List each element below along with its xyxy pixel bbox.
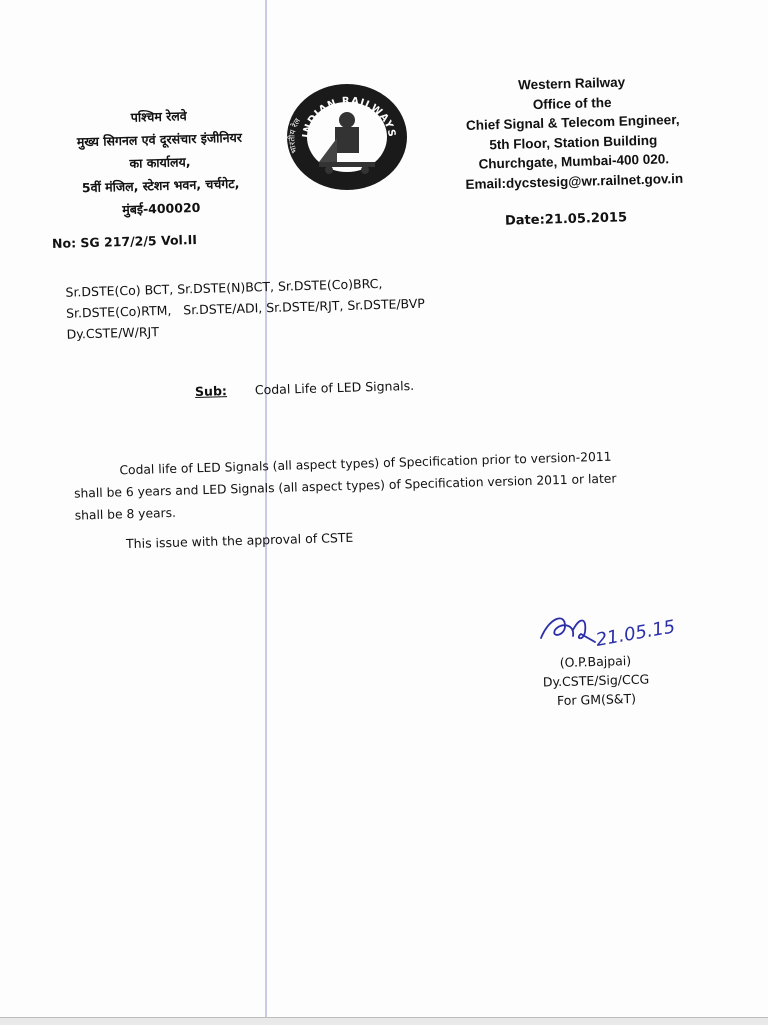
signatory-for: For GM(S&T): [556, 690, 637, 709]
body-line: Codal life of LED Signals (all aspect types) of Specification prior to version-2011: [119, 449, 612, 478]
subject-label: Sub:: [194, 383, 228, 400]
hindi-office-address: [38, 102, 281, 224]
reference-number: No: SG 217/2/5 Vol.II: [51, 231, 198, 252]
hindi-address-line: 5वीं मंजिल, स्टेशन भवन, चर्चगेट,: [81, 175, 240, 196]
english-address-line: 5th Floor, Station Building: [489, 132, 658, 152]
signature-date: 21.05.15: [594, 616, 677, 651]
hindi-address-line: मुंबई-400020: [122, 199, 201, 218]
indian-railways-emblem-icon: [285, 82, 410, 192]
subject-text: Codal Life of LED Signals.: [254, 377, 415, 398]
body-line: shall be 6 years and LED Signals (all aspect types) of Specification version 2011 or later: [73, 471, 617, 501]
english-address-line: Chief Signal & Telecom Engineer,: [465, 112, 680, 133]
signatory-name: (O.P.Bajpai): [559, 653, 632, 671]
email-address: Email:dycstesig@wr.railnet.gov.in: [465, 170, 684, 192]
signatory-designation: Dy.CSTE/Sig/CCG: [542, 671, 650, 690]
english-address-line: Western Railway: [517, 74, 626, 93]
emblem-text: INDIAN RAILWAYS: [301, 95, 398, 139]
approval-note: This issue with the approval of CSTE: [125, 529, 354, 552]
english-office-address: [446, 71, 699, 195]
letter-date: Date:21.05.2015: [504, 210, 628, 229]
addressee-line: Sr.DSTE(Co) BCT, Sr.DSTE(N)BCT, Sr.DSTE(Co)BRC,: [65, 275, 383, 300]
signatory-block: [525, 650, 667, 711]
addressee-line: Dy.CSTE/W/RJT: [66, 324, 160, 342]
body-paragraph: [73, 443, 695, 526]
hindi-address-line: का कार्यालय,: [129, 154, 191, 171]
addressee-list: [65, 268, 547, 344]
body-line: shall be 8 years.: [74, 505, 177, 523]
english-address-line: Office of the: [532, 94, 612, 112]
addressee-line: Sr.DSTE(Co)RTM, Sr.DSTE/ADI, Sr.DSTE/RJT, Sr.DSTE/BVP: [65, 295, 426, 321]
english-address-line: Churchgate, Mumbai-400 020.: [478, 151, 670, 172]
subject-line: [195, 378, 414, 399]
hindi-address-line: पश्चिम रेलवे: [130, 108, 187, 125]
hindi-address-line: मुख्य सिगनल एवं दूरसंचार इंजीनियर: [76, 129, 243, 150]
emblem-hindi-text: भारतीय रेल: [287, 116, 303, 155]
